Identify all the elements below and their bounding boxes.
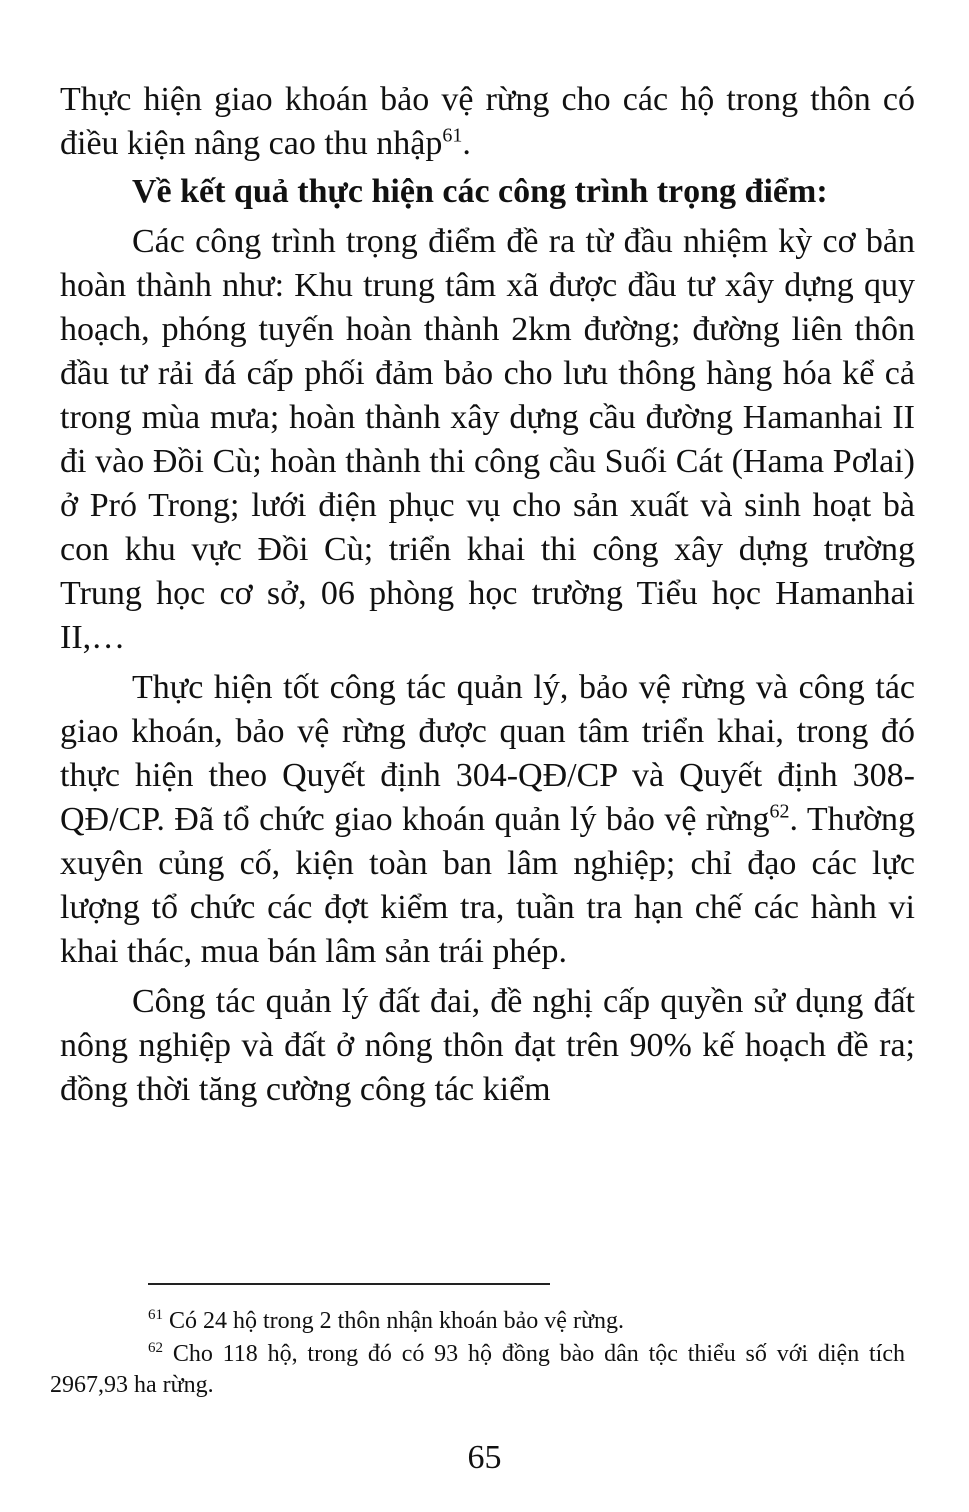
- footnote-62: $^{62}$ Cho 118 hộ, trong đó có 93 hộ đồng bào dân tộc thiểu số với diện tích 2967,93 ha rừng.: [50, 1340, 905, 1398]
- section-heading: Về kết quả thực hiện các công trình trọng điểm:: [132, 173, 828, 210]
- footnote-divider: [148, 1283, 550, 1285]
- paragraph-land-management: Công tác quản lý đất đai, đề nghị cấp quyền sử dụng đất nông nghiệp và đất ở nông thôn đạt trên 90% kế hoạch đề ra; đồng thời tăng cường công tác kiểm: [60, 983, 915, 1108]
- main-text: [60, 78, 915, 1112]
- page-number: 65: [467, 1439, 502, 1476]
- footnote-ref-61: 61: [442, 124, 463, 147]
- footnote-61: $^{61}$ Có 24 hộ trong 2 thôn nhận khoán bảo vệ rừng.: [148, 1307, 624, 1334]
- paragraph-forest-protection: Thực hiện tốt công tác quản lý, bảo vệ rừng và công tác giao khoán, bảo vệ rừng được quan tâm triển khai, trong đó thực hiện theo Quyết định 304-QĐ/CP và Quyết định 308-QĐ/CP. Đã tổ chức giao khoán quản lý bảo vệ rừng$^{62}$. Thường xuyên củng cố, kiện toàn ban lâm nghiệp; chỉ đạo các lực lượng tổ chức các đợt kiểm tra, tuần tra hạn chế các hành vi khai thác, mua bán lâm sản trái phép.: [60, 669, 915, 970]
- paragraph-key-projects: Các công trình trọng điểm đề ra từ đầu nhiệm kỳ cơ bản hoàn thành như: Khu trung tâm xã được đầu tư xây dựng quy hoạch, phóng tuyến hoàn thành 2km đường; đường liên thôn đầu tư rải đá cấp phối đảm bảo cho lưu thông hàng hóa kể cả trong mùa mưa; hoàn thành xây dựng cầu đường Hamanhai II đi vào Đồi Cù; hoàn thành thi công cầu Suối Cát (Hama Pơlai) ở Pró Trong; lưới điện phục vụ cho sản xuất và sinh hoạt bà con khu vực Đồi Cù; triển khai thi công xây dựng trường Trung học cơ sở, 06 phòng học trường Tiểu học Hamanhai II,…: [60, 223, 915, 656]
- footnote-ref-62: 62: [769, 800, 790, 823]
- paragraph-continuation: Thực hiện giao khoán bảo vệ rừng cho các hộ trong thôn có điều kiện nâng cao thu nhập$^{61}$.: [60, 81, 915, 162]
- footnotes: [50, 1306, 905, 1403]
